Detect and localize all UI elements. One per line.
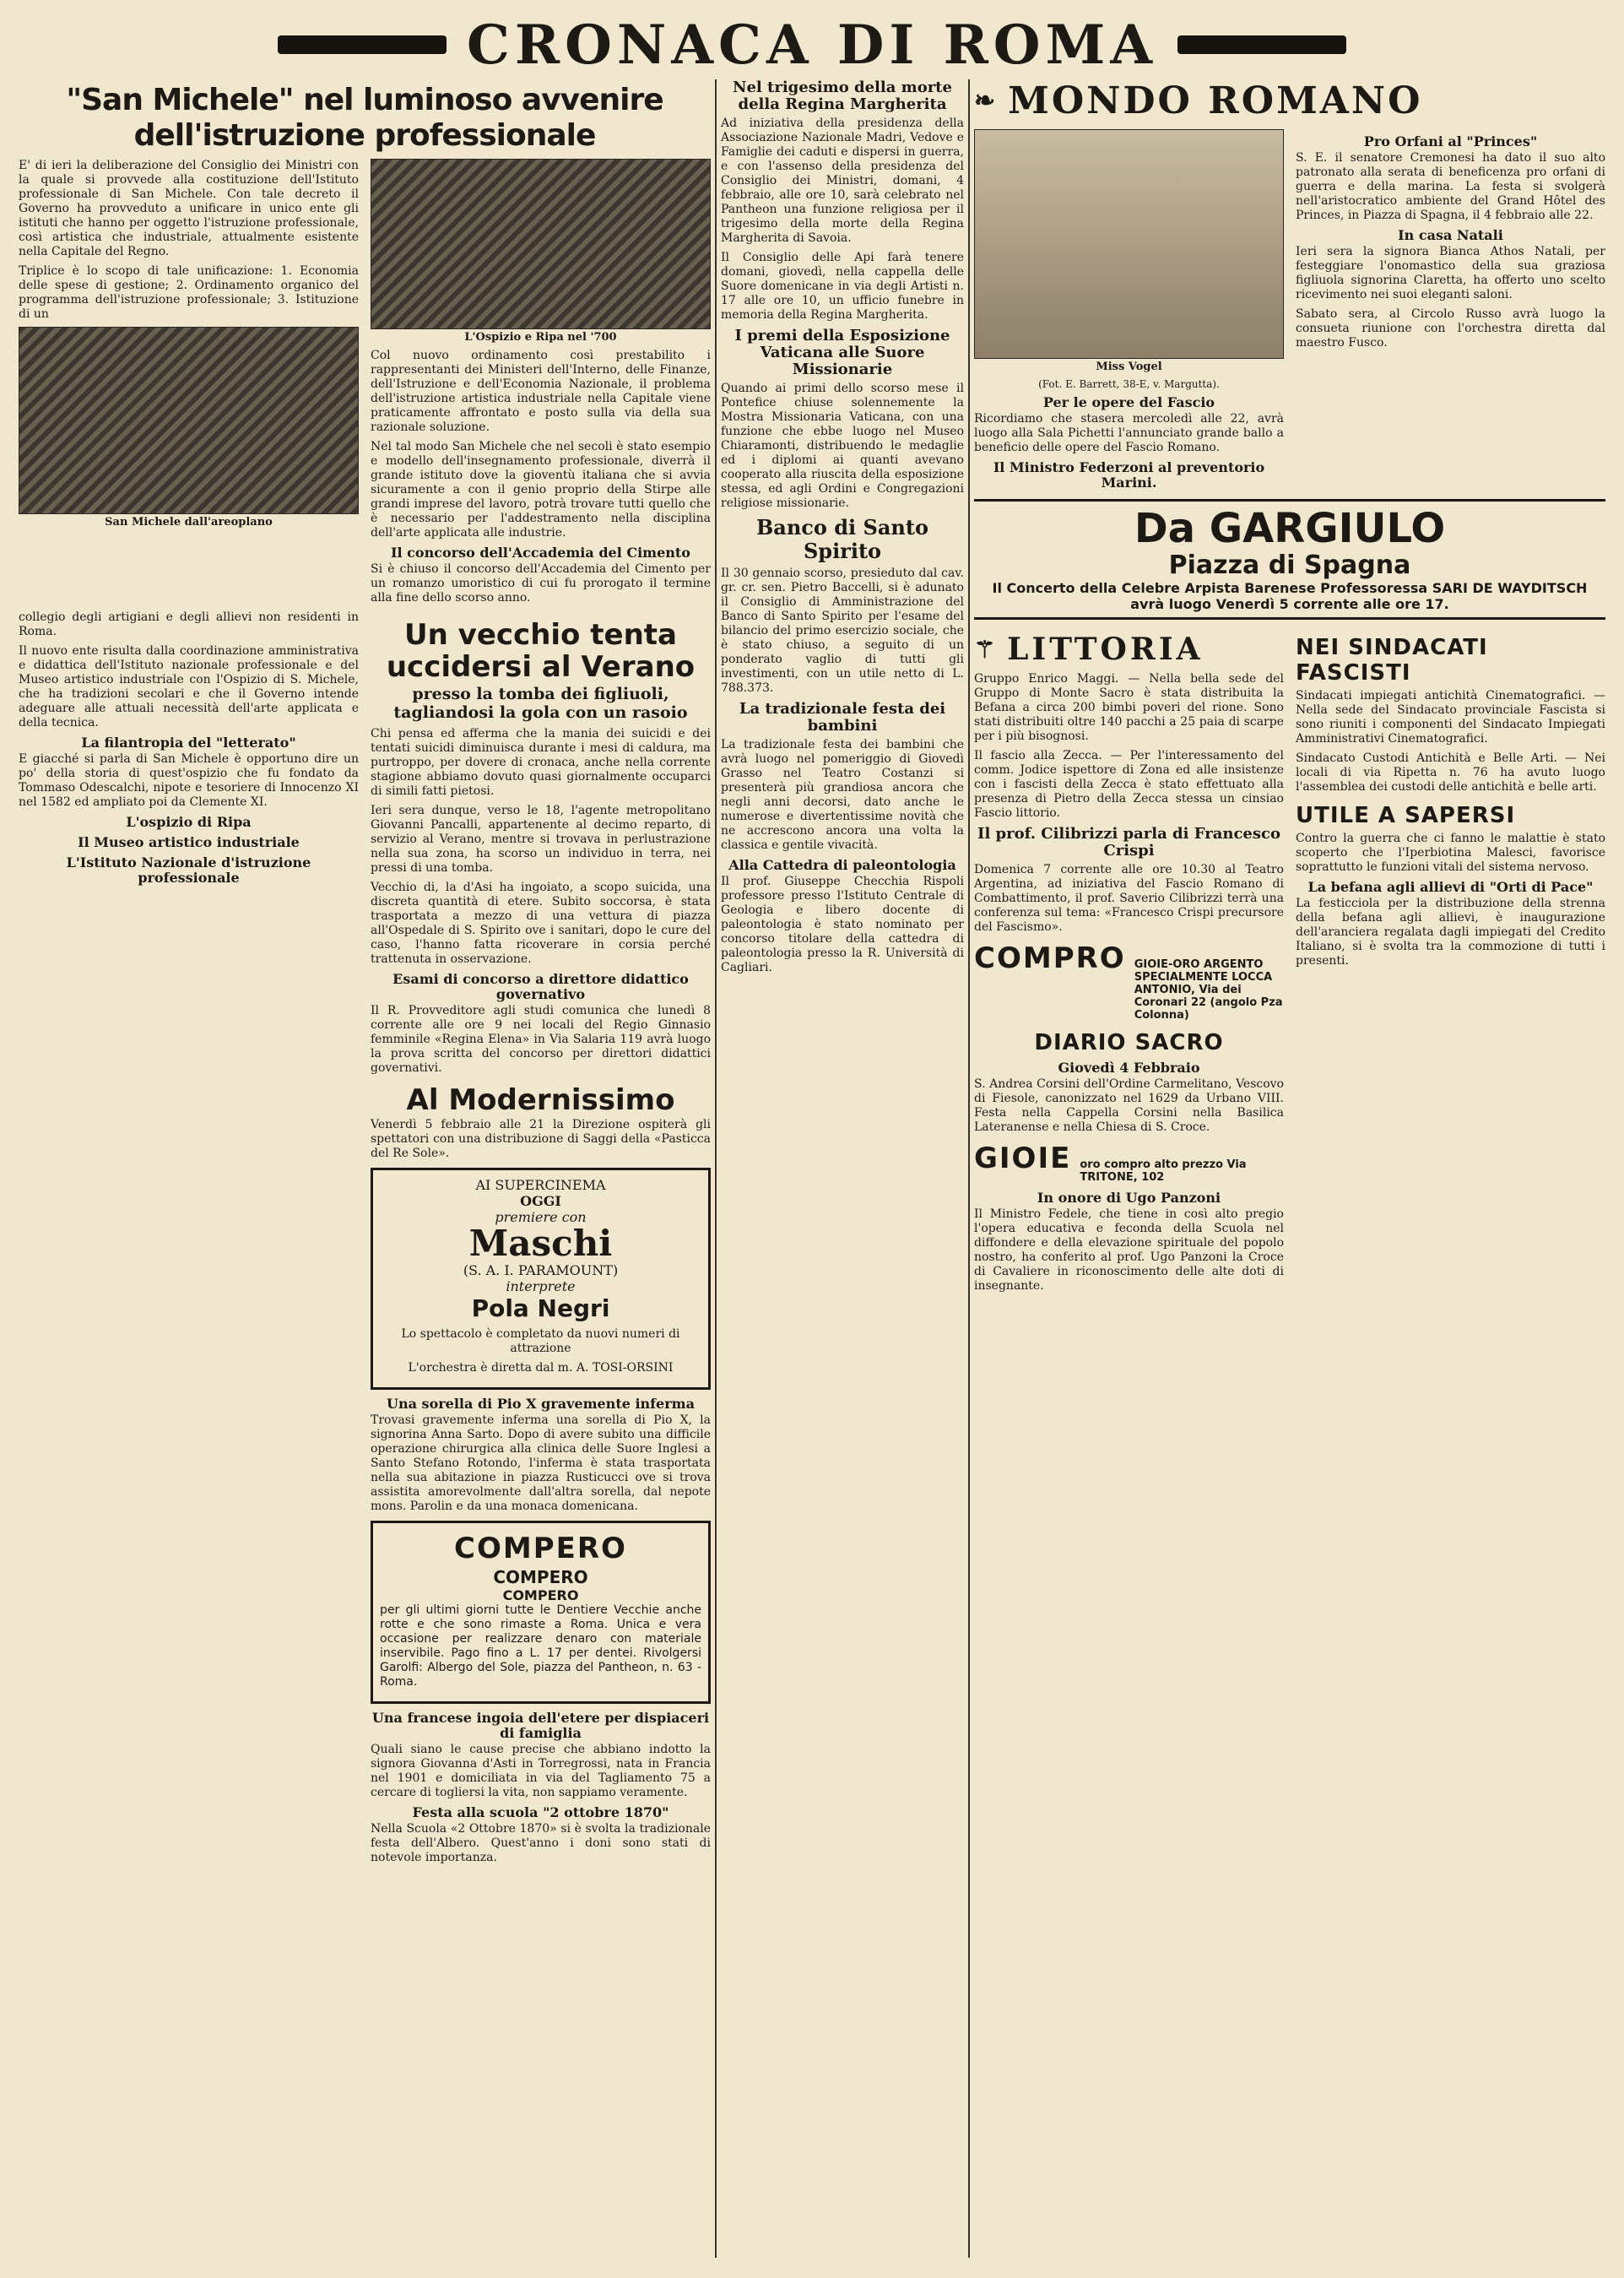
paleontologia-text: Il prof. Giuseppe Checchia Rispoli professore presso l'Istituto Centrale di Geologia e libero docente di paleontologia è stato nominato per concorso titolare della cattedra di paleontologia presso la R. Università di Cagliari. xyxy=(721,875,964,974)
lead-para-2: Il nuovo ente risulta dalla coordinazione amministrativa e didattica dell'Istituto nazionale professionale e del Museo artistico industriale con l'Ospizio di S. Michele, che ha tradizioni secolari e che il Governo intende adeguare alle attuali necessità dell'arte applicata e della tecnica. xyxy=(19,644,359,730)
circolo-text: Sabato sera, al Circolo Russo avrà luogo la consueta riunione con l'orchestra diretta dal maestro Fusco. xyxy=(1296,307,1605,350)
left-block xyxy=(19,79,711,2258)
bambini-head: La tradizionale festa dei bambini xyxy=(739,700,946,735)
compero-text: per gli ultimi giorni tutte le Dentiere Vecchie anche rotte e che sono rimaste a Roma. Unica e vera occasione per realizzare denaro con materiale inservibile. Pago fino a L. 17 per dentei. Rivolgersi Garolfi: Albergo del Sole, piazza del Pantheon, n. 63 - Roma. xyxy=(380,1603,701,1689)
fascio-head: Per le opere del Fascio xyxy=(1042,394,1215,410)
masthead-bar-left xyxy=(278,35,447,54)
littoria-text: Gruppo Enrico Maggi. — Nella bella sede del Gruppo di Monte Sacro è stata distribuita la Befana a circa 200 bimbi poveri del rione. Sono stati distribuiti oltre 140 pacchi a 25 paia di scarpe per i più bisognosi. xyxy=(974,672,1284,743)
compero-word-3: COMPERO xyxy=(502,1587,579,1603)
column-rule xyxy=(715,79,717,2258)
sindacati-head: NEI SINDACATI FASCISTI xyxy=(1296,635,1488,686)
premi-head: I premi della Esposizione Vaticana alle Suore Missionarie xyxy=(734,327,950,378)
premi-text: Quando ai primi dello scorso mese il Pontefice chiuse solennemente la Mostra Missionaria Vaticana, con una funzione che ebbe luogo nel Museo Chiaramonti, distribuendo le medaglie ed i diplomi ai quanti avevano cooperato alla riuscita della esposizione stessa, ed agli Ordini e Congregazioni religiose missionarie. xyxy=(721,382,964,510)
vecchio-deck: presso la tomba dei figliuoli, tagliandosi la gola con un rasoio xyxy=(393,685,688,722)
middle-column xyxy=(721,79,964,2258)
lead-headline: "San Michele" nel luminoso avvenire dell'istruzione professionale xyxy=(66,83,663,153)
sorella-head: Una sorella di Pio X gravemente inferma xyxy=(387,1396,695,1412)
vecchio-p3: Vecchio di, la d'Asi ha ingoiato, a scopo suicida, una discreta quantità di etere. Subito soccorsa, è stata trasportata a mezzo di una vettura di piazza all'Ospedale di S. Spirito ove i sanitari, dopo le cure del caso, l'hanno fatta ricoverare in corsia perché trattenuta in osservazione. xyxy=(371,881,711,966)
diario-head: DIARIO SACRO xyxy=(1034,1030,1224,1055)
gargiulo-ad xyxy=(974,499,1605,620)
esami-text: Il R. Provveditore agli studi comunica che lunedì 8 corrente alle ore 9 nei locali del Regio Ginnasio femminile «Regina Elena» in Via Salaria 119 avrà luogo la prova scritta del concorso per direttori didattici governativi. xyxy=(371,1004,711,1075)
federzoni-head: Il Ministro Federzoni al preventorio Marini. xyxy=(993,459,1265,491)
lead-intro-2: Triplice è lo scopo di tale unificazione: 1. Economia delle spese di gestione; 2. Ordinamento organico del programma dell'istruzione professionale; 3. Istituzione di un xyxy=(19,264,359,321)
compro-word: COMPRO xyxy=(974,941,1126,975)
trigesimo-head: Nel trigesimo della morte della Regina Margherita xyxy=(733,79,952,113)
fascio-text: Ricordiamo che stasera mercoledì alle 22, avrà luogo alla Sala Pichetti l'annunciato grande ballo a beneficio delle opere del Fascio Romano. xyxy=(974,412,1284,454)
cilibrizzi-head: Il prof. Cilibrizzi parla di Francesco Crispi xyxy=(977,825,1280,860)
ad-line-1: AI SUPERCINEMA xyxy=(475,1177,606,1193)
compero-ad xyxy=(371,1521,711,1704)
banco-text: Il 30 gennaio scorso, presieduto dal cav. gr. cr. sen. Pietro Baccelli, si è adunato il Consiglio di Amministrazione del Banco di Santo Spirito per l'esame del bilancio del primo esercizio sociale, che è stato chiuso, a seguito di un ponderato vaglio di tutti gli investimenti, con un utile netto di L. 788.373. xyxy=(721,567,964,695)
esami-head: Esami di concorso a direttore didattico governativo xyxy=(392,971,689,1002)
banco-head: Banco di Santo Spirito xyxy=(756,515,928,563)
vecchio-p1: Chi pensa ed afferma che la mania dei suicidi e dei tentati suicidi diminuisca durante i mesi di caldura, ma purtroppo, per dovere di cronaca, anche nella corrente stagione abbiamo dovuto quasi giornalmente occuparci di simili fatti pietosi. xyxy=(371,727,711,798)
compro-ad xyxy=(974,941,1284,1022)
festa-ottobre-text: Nella Scuola «2 Ottobre 1870» si è svolta la tradizionale festa dell'Albero. Quest'anno i doni sono stati di notevole importanza. xyxy=(371,1822,711,1864)
littoria-header xyxy=(974,632,1284,667)
orfani-text: S. E. il senatore Cremonesi ha dato il suo alto patronato alla serata di beneficenza pro orfani di guerra e della marina. La festa si svolgerà nell'aristocratico ambiente del Grand Hôtel des Princes, in Piazza di Spagna, il 4 febbraio alle 22. xyxy=(1296,151,1605,222)
paleontologia-head: Alla Cattedra di paleontologia xyxy=(728,857,956,873)
modernissimo-text: Venerdì 5 febbraio alle 21 la Direzione ospiterà gli spettatori con una distribuzione di Saggi della «Pasticca del Re Sole». xyxy=(371,1118,711,1160)
ad-right-1: Lo spettacolo è completato da nuovi numeri di attrazione xyxy=(401,1327,680,1355)
caption-aerial: San Michele dall'areoplano xyxy=(105,516,273,529)
ad-line-3: premiere con xyxy=(495,1209,587,1225)
portrait-photo xyxy=(974,129,1284,359)
vecchio-p2: Ieri sera dunque, verso le 18, l'agente metropolitano Giovanni Pancalli, appartenente al decimo reparto, di servizio al Verano, mentre si trovava in perlustrazione nella sua zona, ha scorso un individuo in terra, nei pressi di una tomba. xyxy=(371,804,711,875)
filantropia-head: La filantropia del "letterato" xyxy=(81,735,296,751)
lead-intro: E' di ieri la deliberazione del Consiglio dei Ministri con la quale si provvede alla costituzione dell'Istituto professionale di San Michele. Con tale decreto il Governo ha provveduto a unificare in unico ente gli istituti che hanno per oggetto l'istruzione professionale, così artistica che industriale, attualmente esistente nella Capitale del Regno. xyxy=(19,159,359,258)
lead-col2b-para: Nel tal modo San Michele che nel secoli è stato esempio e modello dell'insegnamento professionale, diverrà il grande istituto dove la gioventù italiana che si avvia sicuramente a con il genio proprio della Stirpe alle grandi imprese del lavoro, potrà trovare tutti quello che è necessario per l'addestramento nella disciplina dell'arte applicata alle industrie. xyxy=(371,440,711,540)
mondo-romano-title: MONDO ROMANO xyxy=(1008,79,1423,122)
utile-text: Contro la guerra che ci fanno le malattie è stato scoperto che l'Iperbiotina Malesci, favorisce soprattutto le funzioni vitali del sistema nervoso. xyxy=(1296,832,1605,874)
cimento-head: Il concorso dell'Accademia del Cimento xyxy=(391,545,690,561)
francese-head: Una francese ingoia dell'etere per dispiaceri di famiglia xyxy=(371,1710,710,1741)
lead-col2-para: Col nuovo ordinamento così prestabilito i rappresentanti dei Ministeri dell'Interno, delle Finanze, dell'Istruzione e dell'Economia Nazionale, il problema dell'istruzione artistica industriale nella Capitale viene praticamente affrontato e posto sulla via della sua razionale soluzione. xyxy=(371,349,711,434)
trigesimo-text: Ad iniziativa della presidenza della Associazione Nazionale Madri, Vedove e Famiglie dei caduti e dispersi in guerra, e con l'assenso della presidenza del Consiglio dei Ministri, domani, 4 febbraio, alle ore 10, sarà celebrato nel Pantheon una funzione religiosa per il trigesimo della morte della Regina Margherita di Savoia. xyxy=(721,117,964,245)
cimento-text: Si è chiuso il concorso dell'Accademia del Cimento per un romanzo umoristico di cui fu prorogato il termine alla fine dello scorso anno. xyxy=(371,562,711,605)
caption-ospizio: L'Ospizio e Ripa nel '700 xyxy=(464,331,617,344)
portrait-caption: Miss Vogel xyxy=(1096,361,1162,373)
masthead xyxy=(19,13,1605,77)
gioie-word: GIOIE xyxy=(974,1142,1072,1175)
compero-word-2: COMPERO xyxy=(493,1567,588,1587)
ospizio-head: L'ospizio di Ripa xyxy=(126,814,252,830)
natali-head: In casa Natali xyxy=(1398,227,1503,243)
gioie-ad xyxy=(974,1142,1284,1184)
ad-line-2: OGGI xyxy=(520,1193,561,1209)
ad-role: interprete xyxy=(506,1278,576,1294)
museo-head: Il Museo artistico industriale xyxy=(78,834,300,850)
littoria-zecca: Il fascio alla Zecca. — Per l'interessamento del comm. Jodice ispettore di Zona ed alle insistenze con i fascisti della Zecca è stato effettuato alla presenza di Pietro della Zecca stessa un cinsiao Fascio littorio. xyxy=(974,749,1284,820)
lead-para-1: collegio degli artigiani e degli allievi non residenti in Roma. xyxy=(19,610,359,638)
festa-ottobre-head: Festa alla scuola "2 ottobre 1870" xyxy=(412,1804,669,1820)
compro-text: GIOIE-ORO ARGENTO SPECIALMENTE LOCCA ANTONIO, Via dei Coronari 22 (angolo Pza Colonna) xyxy=(1134,958,1283,1022)
diario-text: S. Andrea Corsini dell'Ordine Carmelitano, Vescovo di Fiesole, canonizzato nel 1629 da Urbano VIII. Festa nella Cappella Corsini nella Basilica Lateranense e nella Chiesa di S. Croce. xyxy=(974,1077,1284,1134)
gargiulo-line-1: Da GARGIULO xyxy=(1134,505,1446,552)
befana-text: La festicciola per la distribuzione della strenna della befana agli allievi, è inaugurazione dell'aranciera regalata dagli impiegati del Credito Italiano, si è svolta tra la commozione di tutti i presenti. xyxy=(1296,897,1605,968)
masthead-title: CRONACA DI ROMA xyxy=(466,13,1158,77)
bambini-text: La tradizionale festa dei bambini che avrà luogo nel pomeriggio di Giovedì Grasso nel Teatro Costanzi si presenterà più grandiosa ancora che negli anni decorsi, dato anche le numerose e divertentissime novità che ne accrescono ancora una volta la classica e gentile vivacità. xyxy=(721,738,964,852)
gioie-text: oro compro alto prezzo Via TRITONE, 102 xyxy=(1080,1158,1247,1184)
ad-star: Pola Negri xyxy=(471,1294,610,1322)
natali-text: Ieri sera la signora Bianca Athos Natali, per festeggiare l'onomastico della sua graziosa figliuola signorina Claretta, ha offerto uno scelto ricevimento nei suoi eleganti saloni. xyxy=(1296,245,1605,301)
ospizio-photo xyxy=(371,159,711,329)
lead-para-3: E giacché si parla di San Michele è opportuno dire un po' della storia di quest'ospizio che fu fondato da Tommaso Odescalchi, nipote e tesoriere di Innocenzo XI nel 1582 ed ampliato poi da Clemente XI. xyxy=(19,752,359,809)
orfani-head: Pro Orfani al "Princes" xyxy=(1363,133,1538,149)
cilibrizzi-text: Domenica 7 corrente alle ore 10.30 al Teatro Argentina, ad iniziativa del Fascio Romano di Combattimento, il prof. Saverio Cilibrizzi terrà una conferenza sul tema: «Francesco Crispi precursore del Fascismo». xyxy=(974,863,1284,934)
masthead-bar-right xyxy=(1177,35,1346,54)
modernissimo-head: Al Modernissimo xyxy=(406,1083,675,1117)
littoria-title: LITTORIA xyxy=(1007,632,1204,667)
sorella-text: Trovasi gravemente inferma una sorella di Pio X, la signorina Anna Sarto. Dopo di avere subito una difficile operazione chirurgica alla clinica delle Suore Inglesi a Santo Stefano Rotondo, l'inferma è stata trasportata nella sua abitazione in piazza Rusticucci ove si trova assistita amorevolmente dall'altra sorella, dal nepote mons. Parolin e da una monaca domenicana. xyxy=(371,1413,711,1513)
francese-text: Quali siano le cause precise che abbiano indotto la signora Giovanna d'Asti in Torregrossi, nata in Francia nel 1901 e domiciliata in via del Tagliamento 75 a cercare di togliersi la vita, non sappiamo veramente. xyxy=(371,1743,711,1799)
sindacati-text: Sindacati impiegati antichità Cinematografici. — Nella sede del Sindacato provinciale Fascista si sono riuniti i componenti del Sindacato Impiegati Amministrativi Cinematografici. xyxy=(1296,689,1605,746)
trigesimo-text-2: Il Consiglio delle Api farà tenere domani, giovedì, nella cappella delle Suore domenicane in via degli Artisti n. 17 alle ore 10, un ufficio funebre in memoria della Regina Margherita. xyxy=(721,251,964,322)
right-block xyxy=(974,79,1605,2258)
befana-head: La befana agli allievi di "Orti di Pace" xyxy=(1307,879,1594,895)
gargiulo-line-3: Il Concerto della Celebre Arpista Barenese Professoressa SARI DE WAYDITSCH avrà luogo Venerdì 5 corrente alle ore 17. xyxy=(992,580,1588,612)
ad-studio: (S. A. I. PARAMOUNT) xyxy=(463,1262,619,1278)
fleuron-icon: ❧ xyxy=(974,86,999,116)
utile-head: UTILE A SAPERSI xyxy=(1296,803,1516,828)
mondo-romano-header xyxy=(974,79,1605,122)
sindacati-text-2: Sindacato Custodi Antichità e Belle Arti. — Nei locali di via Ripetta n. 76 ha avuto luogo l'assemblea dei custodi delle antichità e belle arti. xyxy=(1296,751,1605,794)
gargiulo-line-2: Piazza di Spagna xyxy=(1168,551,1411,580)
fasces-icon: ⚚ xyxy=(974,635,999,664)
ad-film-title: Maschi xyxy=(468,1223,613,1264)
diario-date: Giovedì 4 Febbraio xyxy=(1058,1060,1200,1076)
vecchio-headline: Un vecchio tenta uccidersi al Verano xyxy=(386,618,696,684)
panzoni-head: In onore di Ugo Panzoni xyxy=(1037,1190,1221,1206)
panzoni-text: Il Ministro Fedele, che tiene in così alto pregio l'opera educativa e feconda della Scuola nel diffondere e della elevazione spirituale del popolo nostro, ha conferito al prof. Ugo Panzoni la Croce di Cavaliere in riconoscimento delle alte doti di insegnante. xyxy=(974,1207,1284,1293)
column-rule xyxy=(968,79,970,2258)
aerial-photo xyxy=(19,327,359,514)
ad-right-2: L'orchestra è diretta dal m. A. TOSI-ORSINI xyxy=(408,1361,674,1375)
istituto-head: L'Istituto Nazionale d'istruzione professionale xyxy=(66,854,311,886)
portrait-credit: (Fot. E. Barrett, 38-E, v. Margutta). xyxy=(1038,378,1220,390)
compero-word-1: COMPERO xyxy=(454,1532,627,1565)
supercinema-ad xyxy=(371,1168,711,1390)
